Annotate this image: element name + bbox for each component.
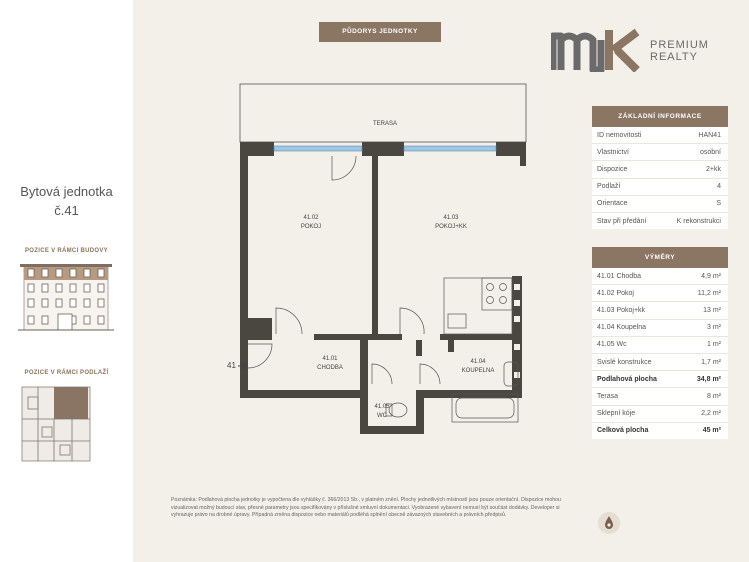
unit-title-line2: č.41 xyxy=(54,203,79,218)
room-4101-name: CHODBA xyxy=(317,365,343,371)
area-row: 41.04 Koupelna 3 m² xyxy=(592,320,728,337)
room-label-4101 xyxy=(305,355,355,373)
premium-realty-logo xyxy=(551,28,643,72)
brand-line2: REALTY xyxy=(650,51,698,63)
room-label-4102 xyxy=(286,214,336,232)
room-4105-name: WC xyxy=(377,413,387,419)
room-4104-name: KOUPELNA xyxy=(461,368,495,374)
floor-plan-drawing xyxy=(238,82,530,436)
area-row: Sklepní kóje 2,2 m² xyxy=(592,406,728,423)
area-row: Terasa 8 m² xyxy=(592,388,728,405)
room-label-4105 xyxy=(367,403,397,421)
area-row: 41.03 Pokoj+kk 13 m² xyxy=(592,302,728,319)
brand-text xyxy=(650,39,709,63)
info-row: Stav při předání K rekonstrukci xyxy=(597,217,721,225)
area-row-floor-total: Podlahová plocha 34,8 m² xyxy=(592,371,728,388)
room-4101-number: 41.01 xyxy=(322,356,338,362)
room-4102-number: 41.02 xyxy=(303,215,319,221)
floor-plan-header: PŮDORYS JEDNOTKY xyxy=(319,22,441,42)
floor-position-image xyxy=(20,383,92,465)
room-4103-name: POKOJ+KK xyxy=(435,224,467,230)
building-position-label: POZICE V RÁMCI BUDOVY xyxy=(25,248,108,254)
area-row: Svislé konstrukce 1,7 m² xyxy=(592,354,728,371)
room-4103-number: 41.03 xyxy=(443,215,459,221)
basic-info-panel xyxy=(592,106,728,229)
compass-icon xyxy=(598,512,620,534)
floor-position-label: POZICE V RÁMCI PODLAŽÍ xyxy=(24,370,109,376)
info-row: Vlastnictví osobní xyxy=(592,144,728,161)
info-row: Podlaží 4 xyxy=(592,179,728,196)
room-4102-name: POKOJ xyxy=(300,224,322,230)
info-row: Orientace S xyxy=(592,196,728,213)
room-label-4104 xyxy=(453,358,503,376)
area-row: 41.02 Pokoj 11,2 m² xyxy=(592,285,728,302)
basic-info-title: ZÁKLADNÍ INFORMACE xyxy=(592,106,728,127)
unit-title-line1: Bytová jednotka xyxy=(20,184,113,199)
info-row: ID nemovitosti HAN41 xyxy=(592,127,728,144)
entry-unit-number: 41 xyxy=(227,361,236,370)
room-label-terasa: TERASA xyxy=(372,121,397,127)
area-row: 41.05 Wc 1 m² xyxy=(592,337,728,354)
room-4105-number: 41.05 xyxy=(374,404,390,410)
room-4104-number: 41.04 xyxy=(470,359,486,365)
room-label-4103 xyxy=(426,214,476,232)
brand-line1: PREMIUM xyxy=(650,39,709,51)
disclaimer-note: Poznámka: Podlahová plocha jednotky je vypočtena dle vyhlášky č. 366/2013 Sb., v platném znění. Plochy jednotlivých místností jsou pouze orientační. Dispozice mohou vizualizovat možný budoucí stav, přesné parametry jsou specifikovány v příslušné smluvní dokumentaci. Vyobrazené vybavení nemusí být součást dodávky. Developer si vyhrazuje právo na drobné úpravy. Případná změna dispozice nebo materiálů podléhá splnění obecně závazných stavebních a právních předpisů. xyxy=(171,497,561,519)
area-row-grand-total: Celková plocha 45 m² xyxy=(597,427,721,435)
areas-title: VÝMĚRY xyxy=(592,247,728,268)
areas-panel xyxy=(592,247,728,439)
area-row: 41.01 Chodba 4,9 m² xyxy=(592,268,728,285)
info-row: Dispozice 2+kk xyxy=(592,161,728,178)
building-elevation-image xyxy=(18,260,114,336)
unit-title xyxy=(0,182,133,220)
